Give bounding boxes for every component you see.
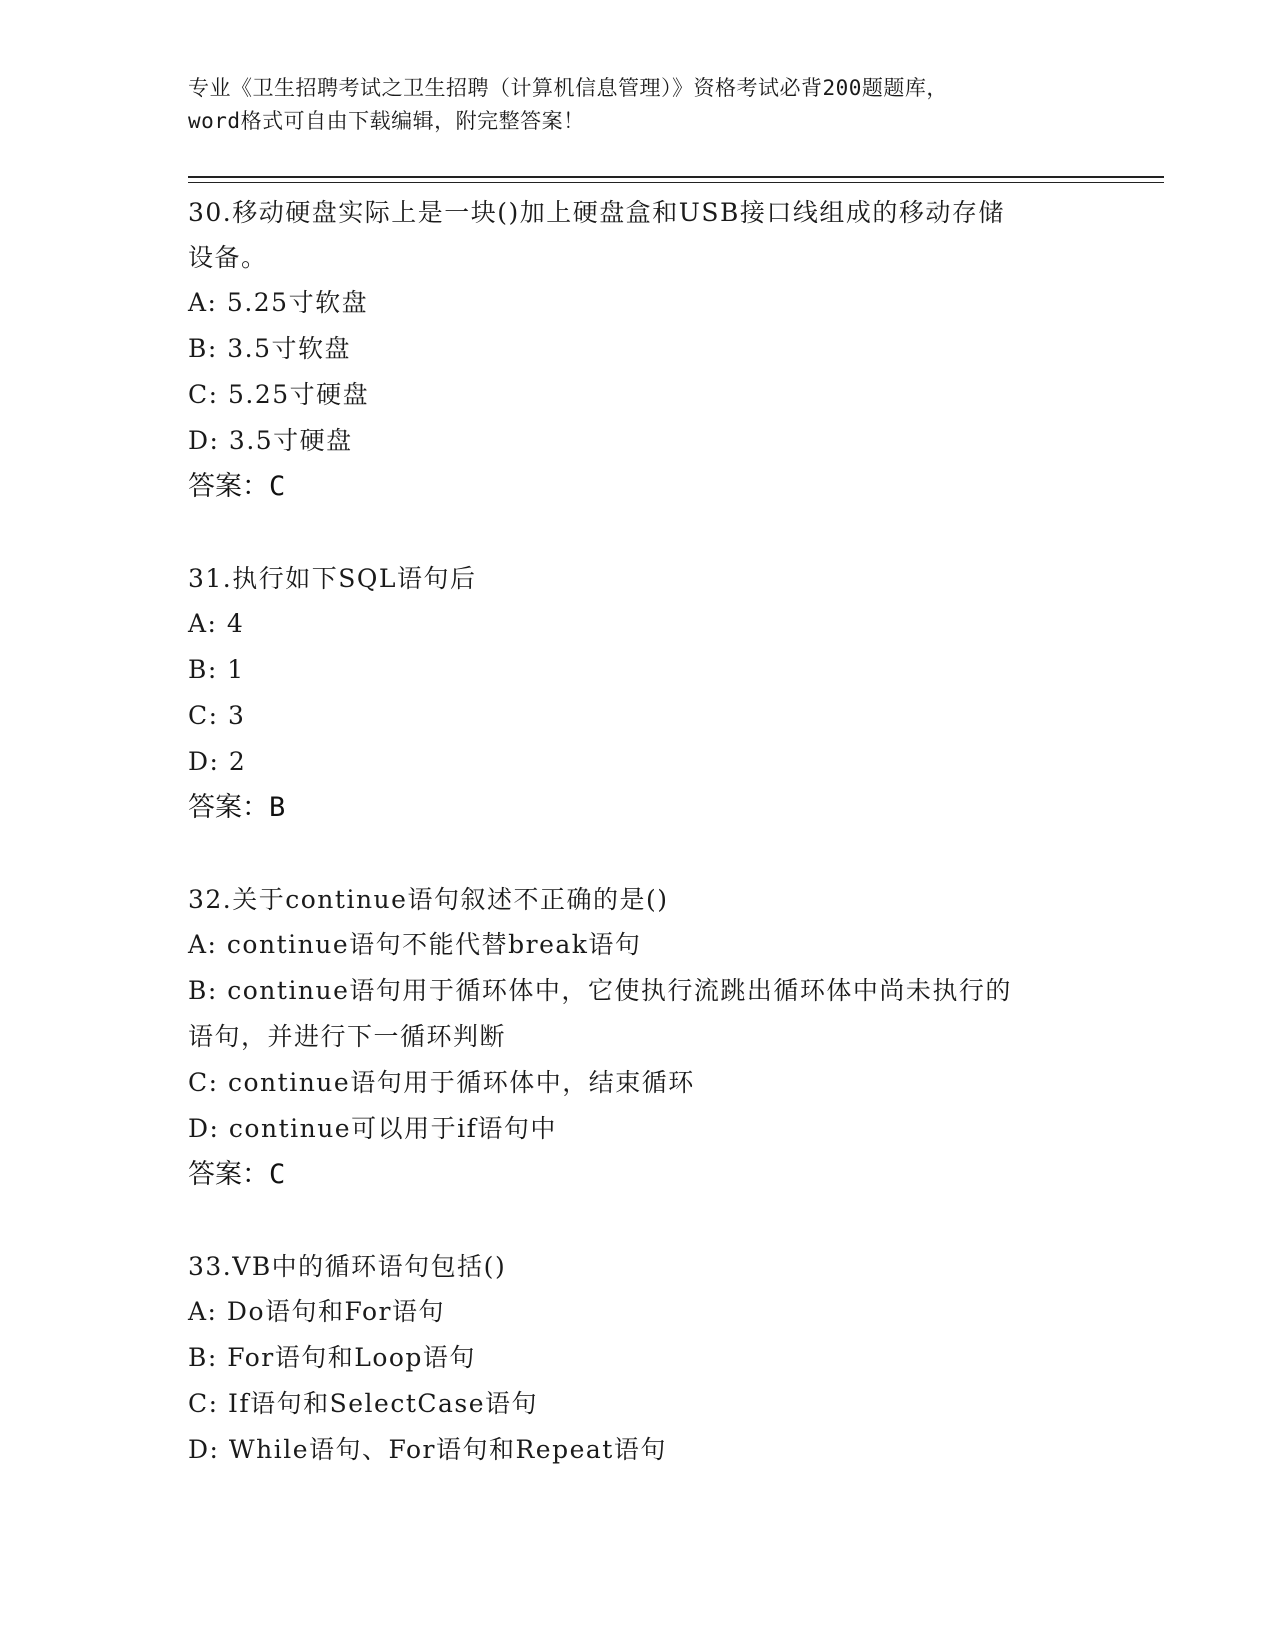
header-line-1: 专业《卫生招聘考试之卫生招聘（计算机信息管理）》资格考试必背200题题库，: [188, 76, 948, 100]
header-line-2: word格式可自由下载编辑，附完整答案！: [188, 109, 585, 133]
option-b: B: continue语句用于循环体中，它使执行流跳出循环体中尚未执行的: [188, 976, 1012, 1005]
option-b: B: 3.5寸软盘: [188, 334, 351, 363]
document-header: [188, 72, 1088, 138]
option-c: C: If语句和SelectCase语句: [188, 1389, 539, 1418]
answer-label: 答案：B: [188, 792, 286, 823]
option-d: D: continue可以用于if语句中: [188, 1114, 557, 1143]
option-a: A: Do语句和For语句: [188, 1297, 446, 1326]
option-d: D: While语句、For语句和Repeat语句: [188, 1435, 667, 1464]
option-a: A: 5.25寸软盘: [188, 288, 369, 317]
question-stem-continued: 设备。: [188, 243, 268, 272]
option-c: C: continue语句用于循环体中，结束循环: [188, 1068, 695, 1097]
question-30: [188, 190, 1088, 510]
option-a: A: 4: [188, 609, 245, 638]
option-a: A: continue语句不能代替break语句: [188, 930, 642, 959]
answer-label: 答案：C: [188, 1159, 286, 1190]
header-divider-top: [188, 176, 1164, 178]
option-c: C: 5.25寸硬盘: [188, 380, 370, 409]
question-33: [188, 1244, 1088, 1473]
question-stem: 31.执行如下SQL语句后: [188, 564, 477, 593]
question-31: [188, 556, 1088, 831]
option-c: C: 3: [188, 701, 246, 730]
option-b-continued: 语句，并进行下一循环判断: [188, 1022, 507, 1051]
question-32: [188, 877, 1088, 1198]
option-b: B: For语句和Loop语句: [188, 1343, 476, 1372]
question-stem: 32.关于continue语句叙述不正确的是(): [188, 885, 669, 914]
question-stem: 30.移动硬盘实际上是一块()加上硬盘盒和USB接口线组成的移动存储: [188, 198, 1005, 227]
question-list: [188, 190, 1088, 1519]
option-d: D: 2: [188, 747, 247, 776]
question-stem: 33.VB中的循环语句包括(): [188, 1252, 507, 1281]
option-d: D: 3.5寸硬盘: [188, 426, 353, 455]
answer-label: 答案：C: [188, 471, 286, 502]
header-divider-bottom: [188, 182, 1164, 183]
option-b: B: 1: [188, 655, 245, 684]
